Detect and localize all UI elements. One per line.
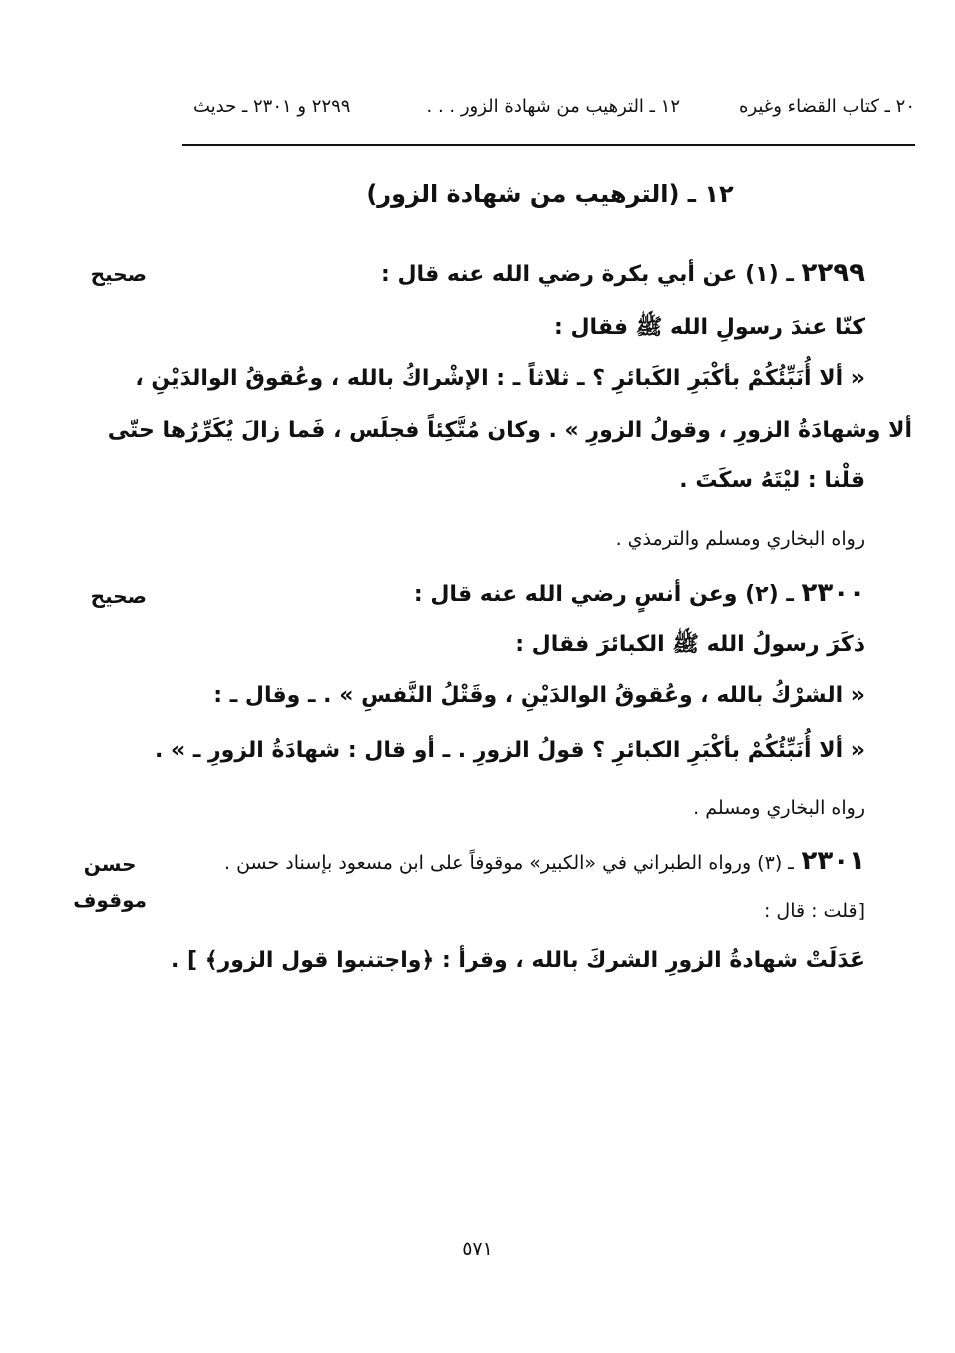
running-header xyxy=(185,96,915,126)
hadith-number: ٢٣٠٠ xyxy=(801,578,865,608)
hadith-line: ذكَرَ رسولُ الله ﷺ الكبائرَ فقال : xyxy=(515,632,865,657)
page-number: ٥٧١ xyxy=(462,1238,493,1260)
hadith-intro xyxy=(180,258,865,288)
hadith-line: قلْنا : ليْتَهُ سكَتَ . xyxy=(679,468,865,493)
section-title: ١٢ ـ (الترهيب من شهادة الزور) xyxy=(366,180,734,208)
hadith-grade: صحيح xyxy=(90,584,147,608)
header-chapter: ٢٠ ـ كتاب القضاء وغيره xyxy=(739,96,915,117)
hadith-line: ألا وشهادَةُ الزورِ ، وقولُ الزورِ » . وكان مُتَّكِئاً فجلَس ، فَما زالَ يُكَرِّرُها حتّى xyxy=(107,418,912,443)
hadith-line: [قلت : قال : xyxy=(763,900,865,922)
hadith-grade: صحيح xyxy=(90,262,147,286)
hadith-line: « ألا أُنَبِّئُكُمْ بأكْبَرِ الكبائرِ ؟ قولُ الزورِ . ـ أو قال : شهادَةُ الزورِ ـ » . xyxy=(154,738,865,763)
hadith-intro-text: ـ (١) عن أبي بكرة رضي الله عنه قال : xyxy=(381,262,794,287)
header-hadith-range: ٢٢٩٩ و ٢٣٠١ ـ حديث xyxy=(193,96,351,117)
header-section: ١٢ ـ الترهيب من شهادة الزور . . . xyxy=(426,96,680,117)
hadith-line: عَدَلَتْ شهادةُ الزورِ الشركَ بالله ، وقرأ : ﴿واجتنبوا قول الزور﴾ ] . xyxy=(171,948,865,973)
header-rule xyxy=(182,144,915,146)
hadith-intro-text: ـ (٢) وعن أنسٍ رضي الله عنه قال : xyxy=(413,582,794,607)
hadith-grade xyxy=(73,846,147,918)
hadith-line: « ألا أُنَبِّئُكُمْ بأكْبَرِ الكَبائرِ ؟ ـ ثلاثاً ـ : الإشْراكُ بالله ، وعُقوقُ الوالدَيْنِ ، xyxy=(135,366,865,391)
hadith-line: « الشرْكُ بالله ، وعُقوقُ الوالدَيْنِ ، وقَتْلُ النَّفسِ » . ـ وقال ـ : xyxy=(213,683,865,708)
hadith-number: ٢٢٩٩ xyxy=(801,258,865,288)
hadith-source: رواه البخاري ومسلم . xyxy=(693,797,865,819)
hadith-source: رواه البخاري ومسلم والترمذي . xyxy=(615,528,865,550)
grade-line: موقوف xyxy=(73,888,147,912)
hadith-intro xyxy=(180,846,865,876)
hadith-number: ٢٣٠١ xyxy=(801,846,865,876)
grade-line: حسن xyxy=(83,852,137,876)
hadith-intro xyxy=(180,578,865,608)
hadith-line: كنّا عندَ رسولِ الله ﷺ فقال : xyxy=(554,315,865,340)
hadith-intro-text: ـ (٣) ورواه الطبراني في «الكبير» موقوفاً على ابن مسعود بإسناد حسن . xyxy=(224,852,794,874)
